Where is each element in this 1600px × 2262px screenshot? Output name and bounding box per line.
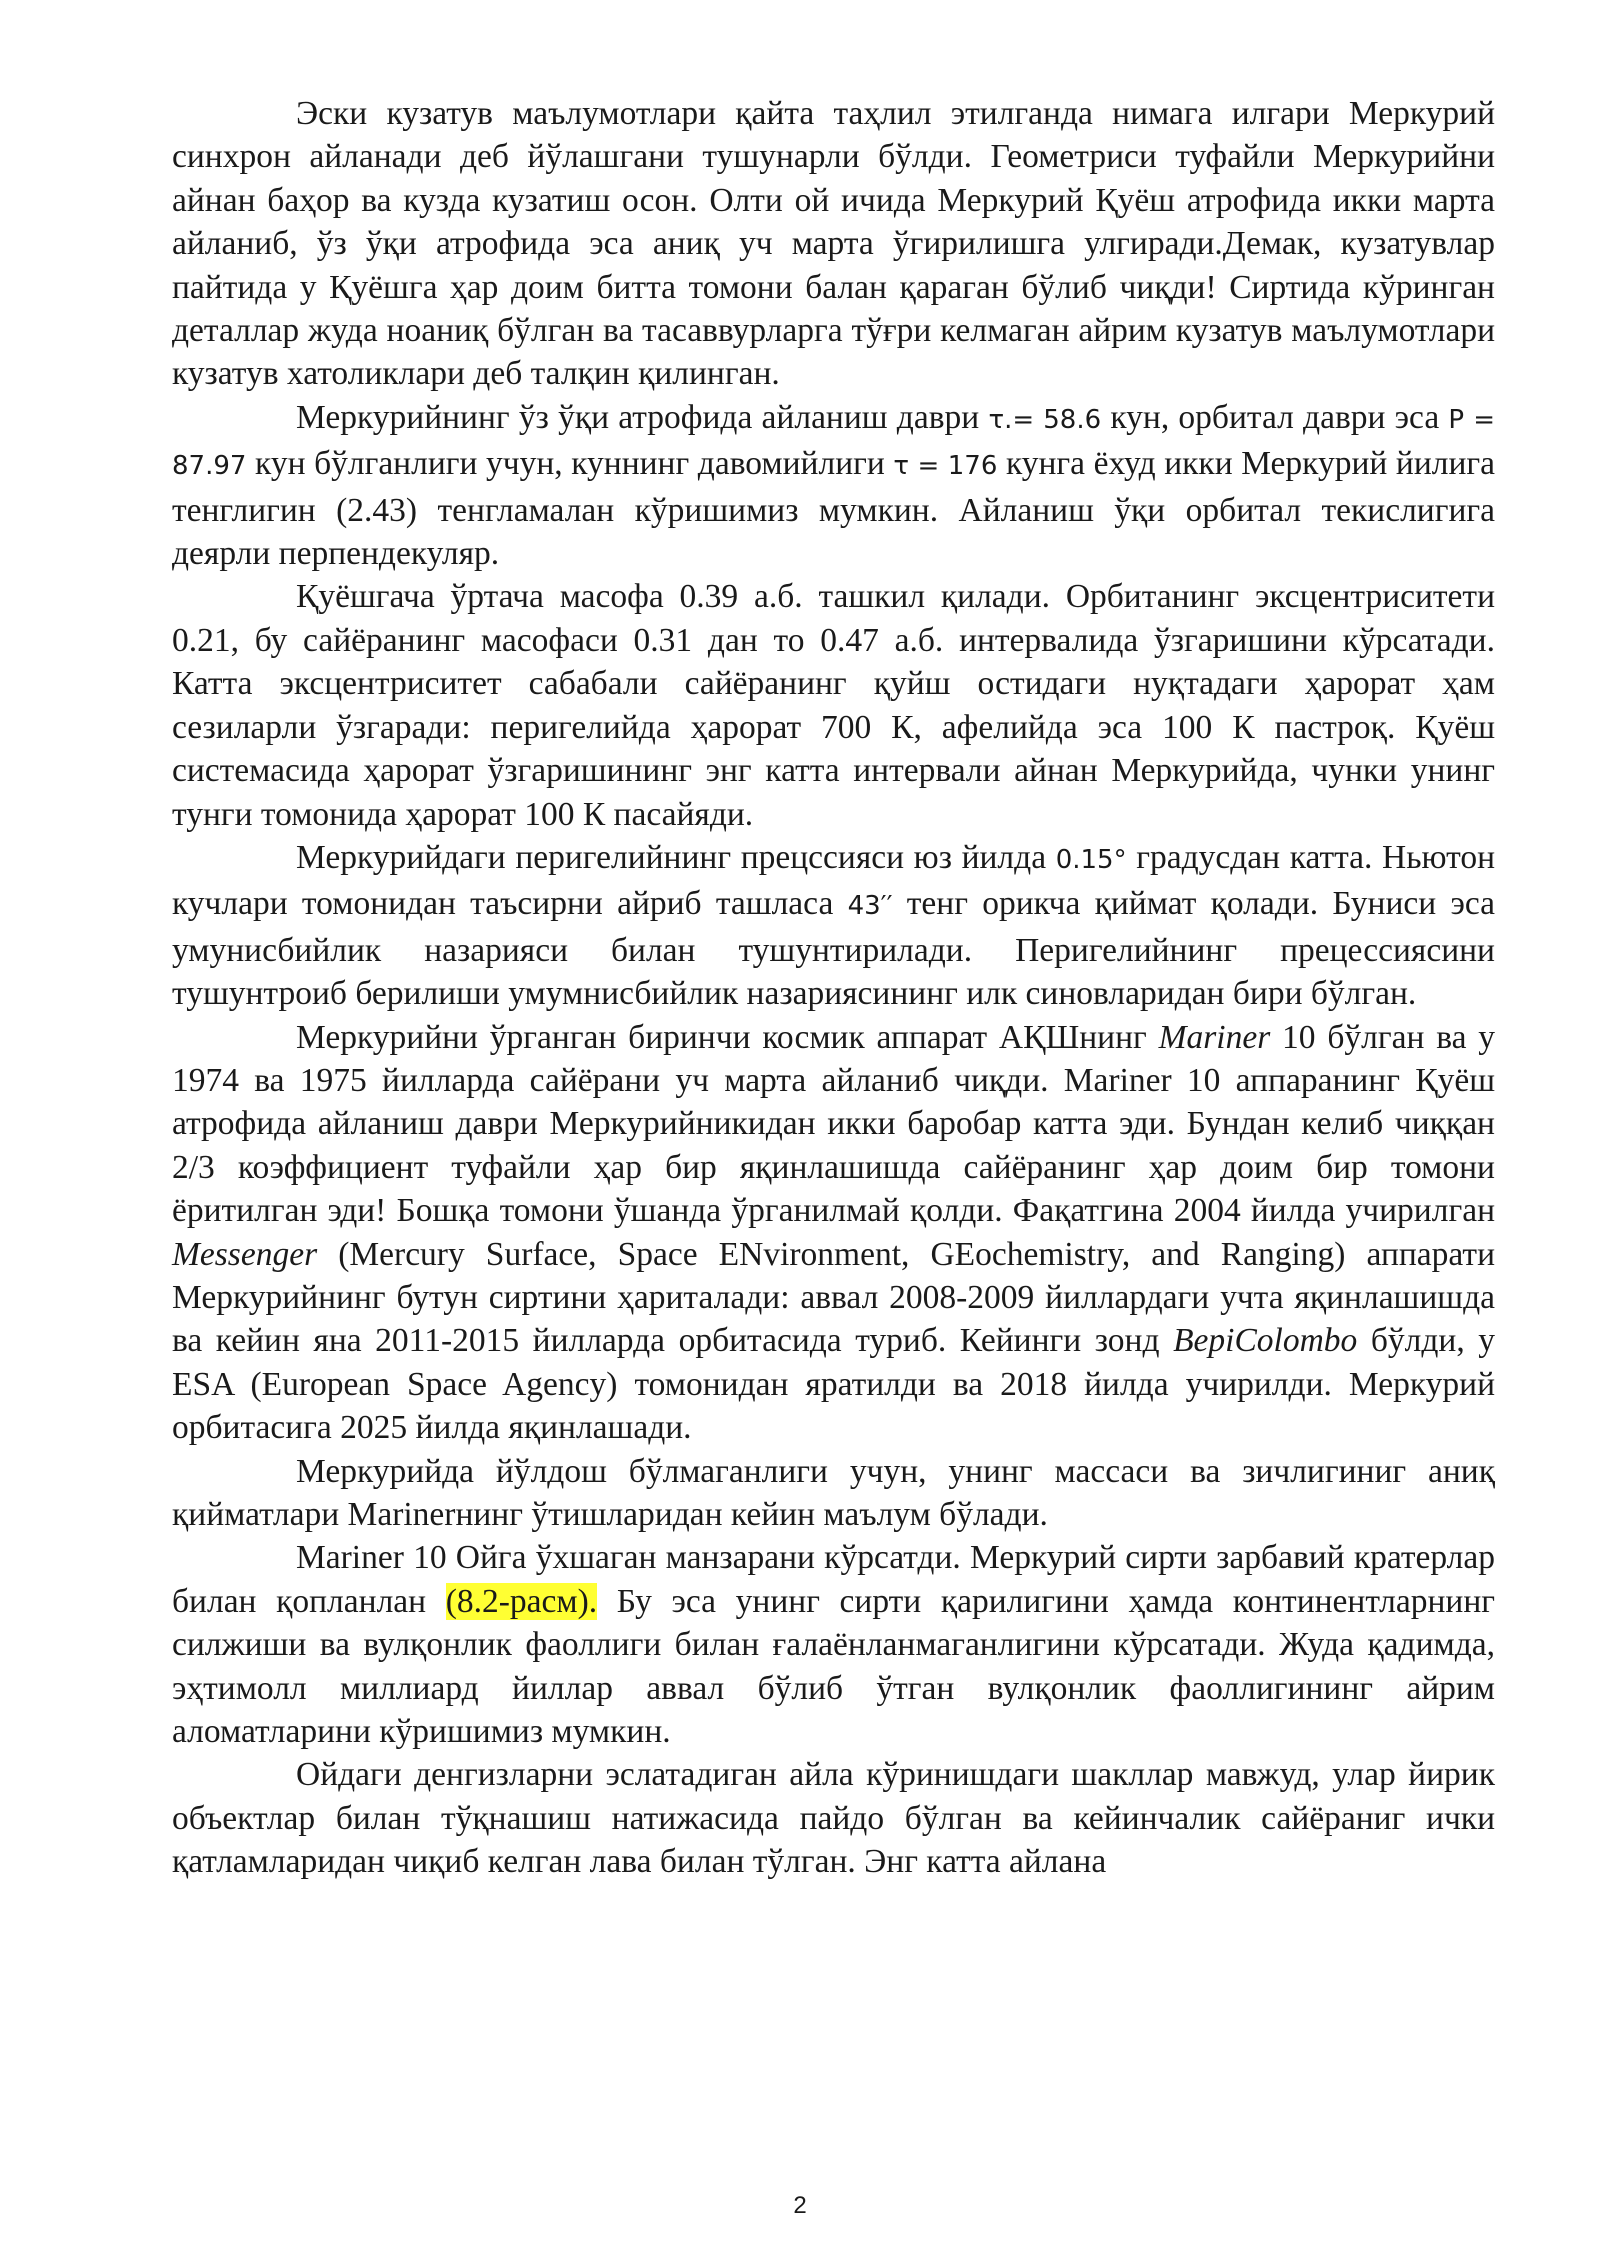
messenger-name: Messenger (172, 1235, 318, 1273)
paragraph-5-text-4: бўлди, у ESA (European Space Agency) томонидан яратилди ва 2018 йилда учирилди. Меркурий орбитасига 2025 йилда яқинлашади. (172, 1322, 1495, 1447)
bepicolombo-name: BepiColombo (1173, 1322, 1358, 1360)
paragraph-2-text-2: кун, орбитал даври эса (1101, 398, 1449, 436)
paragraph-3: Қуёшгача ўртача масофа 0.39 а.б. ташкил қилади. Орбитанинг эксцентриситети 0.21, бу сайёранинг масофаси 0.31 дан то 0.47 а.б. интервалида ўзгаришини кўрсатади. Катта эксцентриситет сабабали сайёранинг қуйш остидаги нуқтадаги ҳарорат ҳам сезиларли ўзгаради: перигелийда ҳарорат 700 К, афелийда эса 100 К пастроқ. Қуёш системасида ҳарорат ўзгаришининг энг катта интервали айнан Меркурийда, чунки унинг тунги томонида ҳарорат 100 К пасайяди. (172, 578, 1495, 833)
page-number: 2 (793, 2192, 807, 2219)
paragraph-4-text-3: тенг орикча қиймат қолади. Буниси эса умунисбийлик назарияси билан тушунтирилади. Перигелийнинг прецессиясини тушунтроиб берилиши умумнисбийлик назариясининг илк синовларидан бири бўлган. (172, 885, 1495, 1013)
paragraph-4 (172, 836, 1495, 1016)
paragraph-5-text-2: 10 бўлган ва у 1974 ва 1975 йилларда сайёрани уч марта айланиб чиқди. Mariner 10 аппаранинг Қуёш атрофида айланиш даври Меркурийникидан икки баробар катта эди. Бундан келиб чиққан 2/3 коэффициент туфайли ҳар бир яқинлашишда сайёранинг ҳар доим бир томони ёритилган эди! Бошқа томони ўшанда ўрганилмай қолди. Фақатгина 2004 йилда учирилган (172, 1018, 1496, 1230)
precession-value: 0.15° (1055, 844, 1127, 875)
paragraph-7-text-2: Бу эса унинг сирти қарилигини ҳамда континентларнинг силжиши ва вулқонлик фаоллиги билан ғалаёнланмаганлигини кўрсатади. Жуда қадимда, эҳтимолл миллиард йиллар аввал бўлиб ўтган вулқонлик фаоллигининг айрим аломатларини кўришимиз мумкин. (172, 1582, 1496, 1751)
paragraph-7-text-1: Mariner 10 Ойга ўхшаган манзарани кўрсатди. Меркурий сирти зарбавий кратерлар билан қопланлан (172, 1539, 1495, 1620)
paragraph-2-text-1: Меркурийнинг ўз ўқи атрофида айланиш даври (296, 398, 989, 436)
paragraph-5-text-3: (Mercury Surface, Space ENvironment, GEochemistry, and Ranging) аппарати Меркурийнинг бутун сиртини ҳариталади: аввал 2008-2009 йиллардаги учта яқинлашишда ва кейин яна 2011-2015 йилларда орбитасида туриб. Кейинги зонд (172, 1235, 1495, 1360)
paragraph-2 (172, 396, 1495, 576)
paragraph-4-text-1: Меркурийдаги перигелийнинг прецссияси юз йилда (296, 838, 1056, 876)
mariner-name: Mariner (1158, 1018, 1271, 1056)
day-length-formula: τ = 176 (893, 451, 998, 482)
paragraph-8: Ойдаги денгизларни эслатадиган айла кўринишдаги шакллар мавжуд, улар йирик объектлар билан тўқнашиш натижасида пайдо бўлган ва кейинчалик сайёраниг ички қатламларидан чиқиб келган лава билан тўлган. Энг катта айлана (172, 1756, 1495, 1881)
paragraph-1: Эски кузатув маълумотлари қайта таҳлил этилганда нимага илгари Меркурий синхрон айланади деб йўлашгани тушунарли бўлди. Геометриси туфайли Меркурийни айнан баҳор ва кузда кузатиш осон. Олти ой ичида Меркурий Қуёш атрофида икки марта айланиб, ўз ўқи атрофида эса аниқ уч марта ўгирилишга улгиради.Демак, кузатувлар пайтида у Қуёшга ҳар доим битта томони балан қараган бўлиб чиқди! Сиртида кўринган деталлар жуда ноаниқ бўлган ва тасаввурларга тўғри келмаган айрим кузатув маълумотлари кузатув хатоликлари деб талқин қилинган. (172, 95, 1495, 393)
paragraph-5 (172, 1016, 1495, 1450)
orbital-period-formula: P = 87.97 (172, 404, 1495, 482)
paragraph-6: Меркурийда йўлдош бўлмаганлиги учун, унинг массаси ва зичлигиниг аниқ қийматлари Marinerнинг ўтишларидан кейин маълум бўлади. (172, 1452, 1495, 1533)
paragraph-7 (172, 1536, 1495, 1753)
paragraph-2-text-4: кунга ёхуд икки Меркурий йилига тенглигин (2.43) тенгламалан кўришимиз мумкин. Айланиш ўқи орбитал текислигига деярли перпендекуляр. (172, 445, 1496, 573)
paragraph-2-text-3: кун бўлганлиги учун, куннинг давомийлиги (246, 445, 894, 483)
paragraph-4-text-2: градусдан катта. Ньютон кучлари томонидан таъсирни айриб ташласа (172, 838, 1495, 923)
figure-reference-highlight[interactable]: (8.2-расм). (445, 1582, 598, 1620)
paragraph-5-text-1: Меркурийни ўрганган биринчи космик аппарат АҚШнинг (296, 1018, 1159, 1056)
rotation-period-formula: τ.= 58.6 (988, 404, 1102, 435)
document-body (172, 92, 1495, 1884)
residual-value: 43′′ (847, 891, 893, 922)
